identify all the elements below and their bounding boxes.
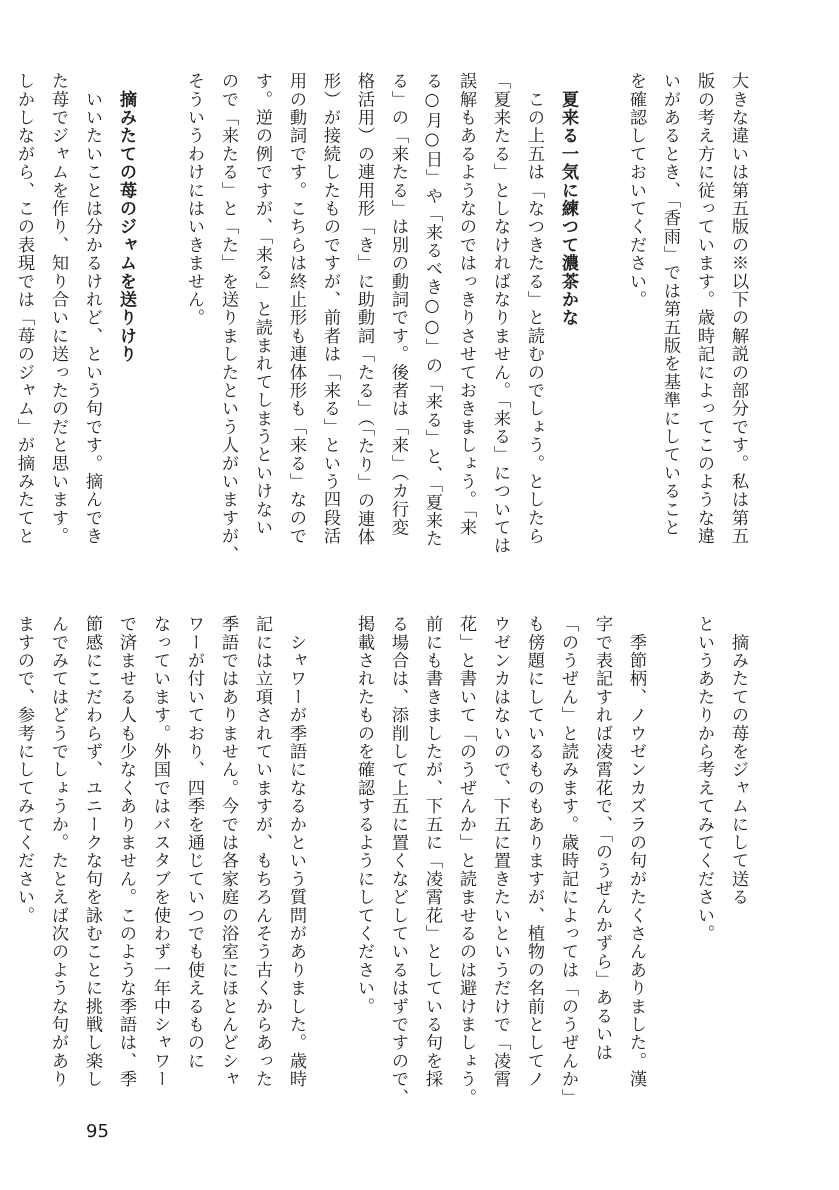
haiku-heading: 摘みたての苺のジャムを送りけり (116, 72, 136, 364)
text-line: 誤解もあるようなのではっきりさせておきましょう。「来 (456, 72, 476, 537)
text-line: 格活用）の連用形「き」に助動詞「たる」（「たり」の連体 (354, 72, 374, 547)
text-line: 形）が接続したものですが、前者は「来る」という四段活 (320, 72, 340, 546)
text-line: いいたいことは分かるけれど、という句です。摘んでき (82, 72, 102, 546)
text-line: 版の考え方に従っています。歳時記によってこのような違 (694, 72, 714, 546)
text-line: ワーが付いており、四季を通じていつでも使えるものに (184, 615, 204, 1070)
text-line: なっています。外国ではバスタブを使わず一年中シャワー (150, 615, 170, 1089)
text-line: た苺でジャムを作り、知り合いに送ったのだと思います。 (48, 72, 68, 546)
blank-line (143, 72, 177, 617)
text-line: 大きな違いは第五版の※以下の解説の部分です。私は第五 (728, 72, 748, 546)
text-line: 掲載されたものを確認するようにしてください。 (354, 615, 374, 1016)
text-line: 季語ではありません。今では各家庭の浴室にほとんどシャ (218, 615, 238, 1089)
text-line: 用の動詞です。こちらは終止形も連体形も「来る」なので (286, 72, 306, 546)
upper-text-section (14, 72, 755, 617)
text-line (0, 72, 7, 617)
text-line: 「夏来たる」としなければなりません。「来る」については (490, 72, 510, 555)
blank-line (585, 72, 619, 617)
text-line: る場合は、添削して上五に置くなどしているはずですので、 (388, 615, 408, 1107)
text-line: ますので、参考にしてみてください。 (14, 615, 34, 925)
text-line: 花」と書いて「のうぜんか」と読ませるのは避けましょう。 (456, 615, 476, 1107)
text-line: ので「来たる」と「た」を送りましたという人がいますが、 (218, 72, 238, 564)
text-line: この上五は「なつきたる」と読むのでしょう。としたら (524, 72, 544, 546)
lower-text-section (14, 615, 755, 1113)
text-line: ウゼンカはないので、下五に置きたいというだけで「凌霄 (490, 615, 510, 1089)
text-line: も傍題にしているものもありますが、植物の名前としてノ (524, 615, 544, 1089)
text-line: そういうわけにはいきません。 (184, 72, 204, 327)
haiku-heading: 夏来る一気に練つて濃茶かな (558, 72, 578, 327)
text-line: 字で表記すれば凌霄花で、「のうぜんかずら」あるいは (592, 615, 612, 1062)
text-line: いがあるとき、「香雨」では第五版を基準にしていること (660, 72, 680, 537)
text-line: を確認しておいてください。 (626, 72, 646, 309)
text-line: シャワーが季語になるかという質問がありました。歳時 (286, 615, 306, 1089)
text-line: 記には立項されていますが、もちろんそう古くからあった (252, 615, 272, 1089)
text-line: る」の「来たる」は別の動詞です。後者は「来」（カ行変 (388, 72, 408, 537)
text-line: で済ませる人も少なくありません。このような季語は、季 (116, 615, 136, 1089)
text-line: というあたりから考えてみてください。 (694, 615, 714, 943)
page-number: 95 (86, 1121, 109, 1142)
text-line: 摘みたての苺をジャムにして送る (728, 615, 748, 907)
blank-line (653, 615, 687, 1113)
text-line: 季節柄、ノウゼンカズラの句がたくさんありました。漢 (626, 615, 646, 1089)
blank-line (0, 615, 7, 1113)
text-line: 「のうぜん」と読みます。歳時記によっては「のうぜんか」 (558, 615, 578, 1107)
text-line: しかしながら、この表現では「苺のジャム」が摘みたてと (14, 72, 34, 546)
text-line: す。逆の例ですが、「来る」と読まれてしまうといけない (252, 72, 272, 537)
text-line: 節感にこだわらず、ユニークな句を詠むことに挑戦し楽し (82, 615, 102, 1089)
text-line: る○月○日」や「来るべき○○」の「来る」と、「夏来た (422, 72, 442, 548)
text-line: 前にも書きましたが、下五に「凌霄花」としている句を採 (422, 615, 442, 1089)
blank-line (313, 615, 347, 1113)
text-line: んでみてはどうでしょうか。たとえば次のような句があり (48, 615, 68, 1089)
